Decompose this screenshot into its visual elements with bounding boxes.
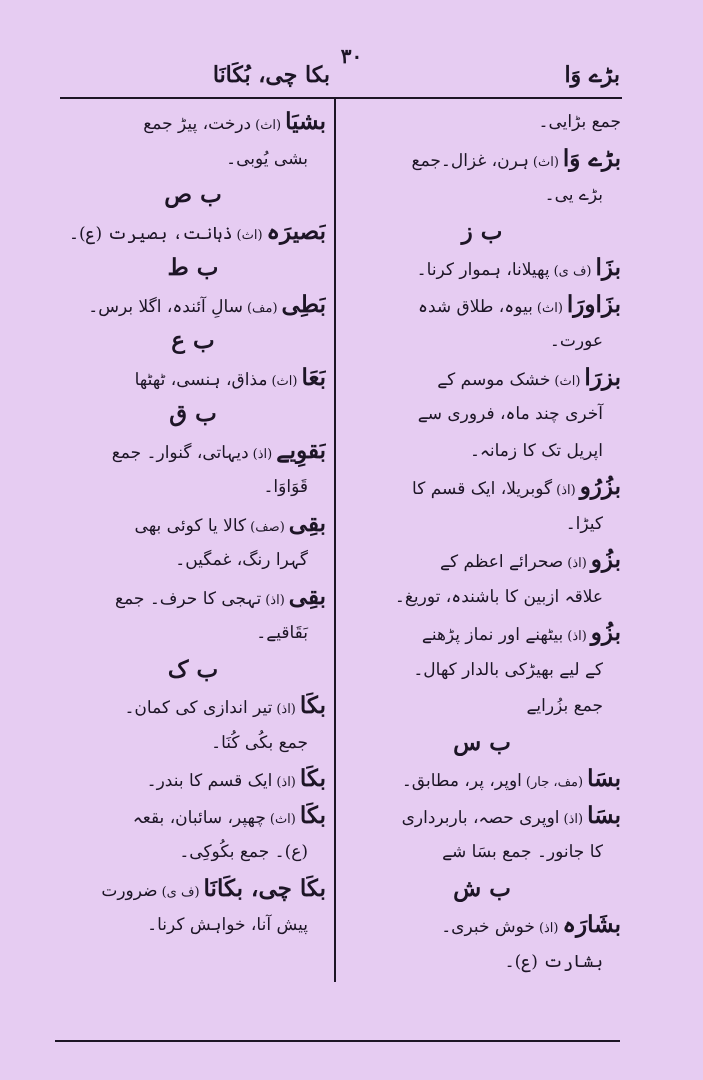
letter-section-heading: ب ق bbox=[169, 400, 217, 427]
entry-grammar-tag: (مف) bbox=[246, 300, 278, 316]
entry-headword: بزرَا bbox=[584, 363, 621, 391]
entry-grammar-tag: (اث) bbox=[269, 811, 296, 827]
dictionary-entry bbox=[343, 542, 621, 579]
entry-headword: بڑے وَا bbox=[562, 144, 621, 172]
entry-grammar-tag: (اذ) bbox=[567, 629, 587, 644]
entry-definition: ضرورت bbox=[101, 880, 158, 901]
entry-continuation: (ع)۔ جمع بکُوکِی۔ bbox=[179, 842, 308, 862]
entry-definition: مذاق، ہنسی، ٹھٹھا bbox=[134, 369, 268, 390]
dictionary-entry bbox=[60, 214, 326, 251]
header-right-guideword: بڑے وَا bbox=[564, 62, 620, 88]
letter-section-heading: ب س bbox=[453, 728, 511, 756]
entry-headword: بکَا bbox=[299, 801, 326, 829]
entry-definition: بیوہ، طلاق شدہ bbox=[418, 296, 533, 317]
entry-headword: بقِی bbox=[288, 509, 326, 537]
entry-text: جمع بڑایی۔ bbox=[538, 112, 621, 132]
entry-grammar-tag: (اذ) bbox=[538, 921, 559, 936]
entry-definition: بیٹھنے اور نماز پڑھنے bbox=[421, 625, 564, 645]
dictionary-entry bbox=[343, 615, 621, 652]
dictionary-entry bbox=[343, 360, 621, 397]
entry-continuation: کا جانور۔ جمع بسَا شے bbox=[442, 842, 603, 862]
entry-grammar-tag: (ف ی) bbox=[161, 884, 200, 900]
entry-continuation: عورت۔ bbox=[549, 331, 603, 351]
left-column bbox=[60, 104, 326, 944]
letter-section-heading: ب ط bbox=[167, 254, 219, 281]
page-header bbox=[60, 62, 620, 96]
entry-continuation: بڑے یی۔ bbox=[544, 185, 603, 205]
entry-headword: بَصیرَہ bbox=[266, 217, 326, 245]
entry-continuation: گہرا رنگ، غمگیں۔ bbox=[175, 550, 308, 570]
entry-headword: بکَا bbox=[299, 692, 326, 719]
dictionary-entry bbox=[60, 433, 326, 470]
dictionary-entry bbox=[60, 761, 326, 798]
entry-grammar-tag: (اذ) bbox=[556, 483, 576, 498]
entry-definition: صحرائے اعظم کے bbox=[440, 552, 564, 572]
entry-continuation: اپریل تک کا زمانہ۔ bbox=[469, 440, 603, 461]
entry-grammar-tag: (ف ی) bbox=[553, 264, 592, 279]
entry-definition: اوپر، پر، مطابق۔ bbox=[401, 771, 522, 791]
entry-grammar-tag: (اذ) bbox=[563, 811, 584, 827]
entry-grammar-tag: (مف، جار) bbox=[525, 775, 584, 790]
entry-continuation: قَوَاوَا۔ bbox=[263, 477, 308, 497]
dictionary-entry bbox=[60, 360, 326, 397]
entry-headword: بزُو bbox=[590, 546, 621, 573]
entry-grammar-tag: (اث) bbox=[236, 227, 263, 243]
entry-grammar-tag: (اذ) bbox=[567, 556, 587, 571]
entry-grammar-tag: (اث) bbox=[536, 300, 563, 316]
letter-section-heading: ب ص bbox=[164, 181, 222, 208]
entry-headword: بَعَا bbox=[301, 363, 326, 391]
entry-continuation: کیڑا۔ bbox=[565, 513, 603, 534]
dictionary-entry bbox=[343, 907, 621, 944]
dictionary-entry bbox=[343, 798, 621, 835]
entry-continuation: پیش آنا، خواہش کرنا۔ bbox=[147, 915, 308, 935]
letter-section-heading: ب ش bbox=[453, 874, 511, 902]
entry-headword: بکَا bbox=[299, 765, 326, 792]
right-column bbox=[343, 104, 621, 980]
page-number: ۳۰ bbox=[340, 44, 363, 68]
entry-headword: بَقوِیے bbox=[276, 436, 326, 464]
dictionary-entry bbox=[343, 141, 621, 178]
entry-definition: پھیلانا، ہموار کرنا۔ bbox=[416, 260, 550, 280]
entry-continuation: جمع بزُرایے bbox=[526, 696, 603, 716]
entry-headword: بقِی bbox=[288, 582, 326, 610]
entry-grammar-tag: (اث) bbox=[255, 118, 282, 133]
dictionary-entry bbox=[60, 871, 326, 908]
entry-continuation: بشی یُوبی۔ bbox=[226, 148, 308, 169]
entry-definition: گوبریلا، ایک قسم کا bbox=[412, 479, 553, 499]
entry-continuation: علاقہ ازبین کا باشندہ، توریغ۔ bbox=[394, 586, 603, 607]
entry-continuation: بشارت (ع)۔ bbox=[504, 951, 603, 972]
entry-definition: تیر اندازی کی کمان۔ bbox=[124, 698, 273, 718]
entry-definition: دیہاتی، گنوار۔ جمع bbox=[111, 442, 249, 463]
entry-grammar-tag: (اذ) bbox=[276, 702, 296, 717]
dictionary-entry bbox=[60, 104, 326, 141]
entry-headword: بزَا bbox=[595, 254, 621, 281]
dictionary-entry bbox=[343, 250, 621, 287]
entry-continuation: جمع بکُی کُنَا۔ bbox=[211, 732, 308, 753]
dictionary-entry bbox=[343, 469, 621, 506]
header-rule bbox=[60, 97, 622, 99]
entry-grammar-tag: (اذ) bbox=[252, 446, 273, 462]
entry-grammar-tag: (صف) bbox=[250, 519, 285, 535]
entry-headword: بزَاورَا bbox=[566, 290, 621, 318]
entry-grammar-tag: (اذ) bbox=[276, 775, 296, 790]
entry-definition: ہرن، غزال۔جمع bbox=[411, 150, 529, 171]
dictionary-entry bbox=[60, 579, 326, 616]
entry-headword: بشَارَہ bbox=[562, 911, 621, 938]
entry-definition: ایک قسم کا بندر۔ bbox=[146, 771, 273, 791]
entry-definition: درخت، پیڑ جمع bbox=[143, 114, 252, 134]
entry-grammar-tag: (اث) bbox=[271, 373, 298, 389]
entry-definition: ذہانت، بصیرت (ع)۔ bbox=[69, 223, 233, 244]
entry-grammar-tag: (اث) bbox=[532, 154, 559, 170]
entry-definition: خشک موسم کے bbox=[437, 369, 551, 390]
entry-continuation: آخری چند ماہ، فروری سے bbox=[417, 404, 603, 424]
entry-continuation: کے لیے بھیڑکی بالدار کھال۔ bbox=[413, 659, 603, 680]
entry-definition: چھپر، سائبان، بقعہ bbox=[132, 807, 266, 828]
entry-grammar-tag: (اث) bbox=[554, 373, 581, 389]
dictionary-entry bbox=[60, 287, 326, 324]
entry-definition: خوش خبری۔ bbox=[441, 917, 535, 937]
entry-definition: کالا یا کوئی بھی bbox=[134, 515, 247, 536]
entry-headword: بکَا چی، بکَانَا bbox=[203, 874, 326, 902]
dictionary-entry bbox=[343, 287, 621, 324]
entry-definition: سالِ آئندہ، اگلا برس۔ bbox=[88, 296, 243, 317]
dictionary-entry bbox=[60, 688, 326, 725]
letter-section-heading: ب ک bbox=[167, 655, 219, 683]
letter-section-heading: ب ع bbox=[171, 327, 215, 354]
entry-headword: بَطِی bbox=[281, 290, 326, 318]
letter-section-heading: ب ز bbox=[461, 217, 503, 245]
entry-definition: اوپری حصہ، باربرداری bbox=[401, 807, 560, 828]
entry-headword: بزُو bbox=[590, 619, 621, 646]
header-left-guideword: بکا چی، بُکَانَا bbox=[212, 62, 330, 88]
entry-grammar-tag: (اذ) bbox=[265, 592, 285, 608]
footer-rule bbox=[55, 1040, 620, 1042]
entry-definition: تہجی کا حرف۔ جمع bbox=[115, 588, 262, 609]
dictionary-entry bbox=[60, 798, 326, 835]
dictionary-entry bbox=[60, 506, 326, 543]
dictionary-entry bbox=[343, 761, 621, 798]
entry-continuation: بَقَاقیے۔ bbox=[256, 623, 308, 643]
entry-headword: بزُرُو bbox=[579, 473, 621, 500]
column-divider bbox=[334, 97, 336, 982]
entry-headword: بسَا bbox=[587, 801, 621, 829]
entry-headword: بشیَا bbox=[285, 108, 326, 135]
entry-headword: بسَا bbox=[587, 765, 621, 792]
